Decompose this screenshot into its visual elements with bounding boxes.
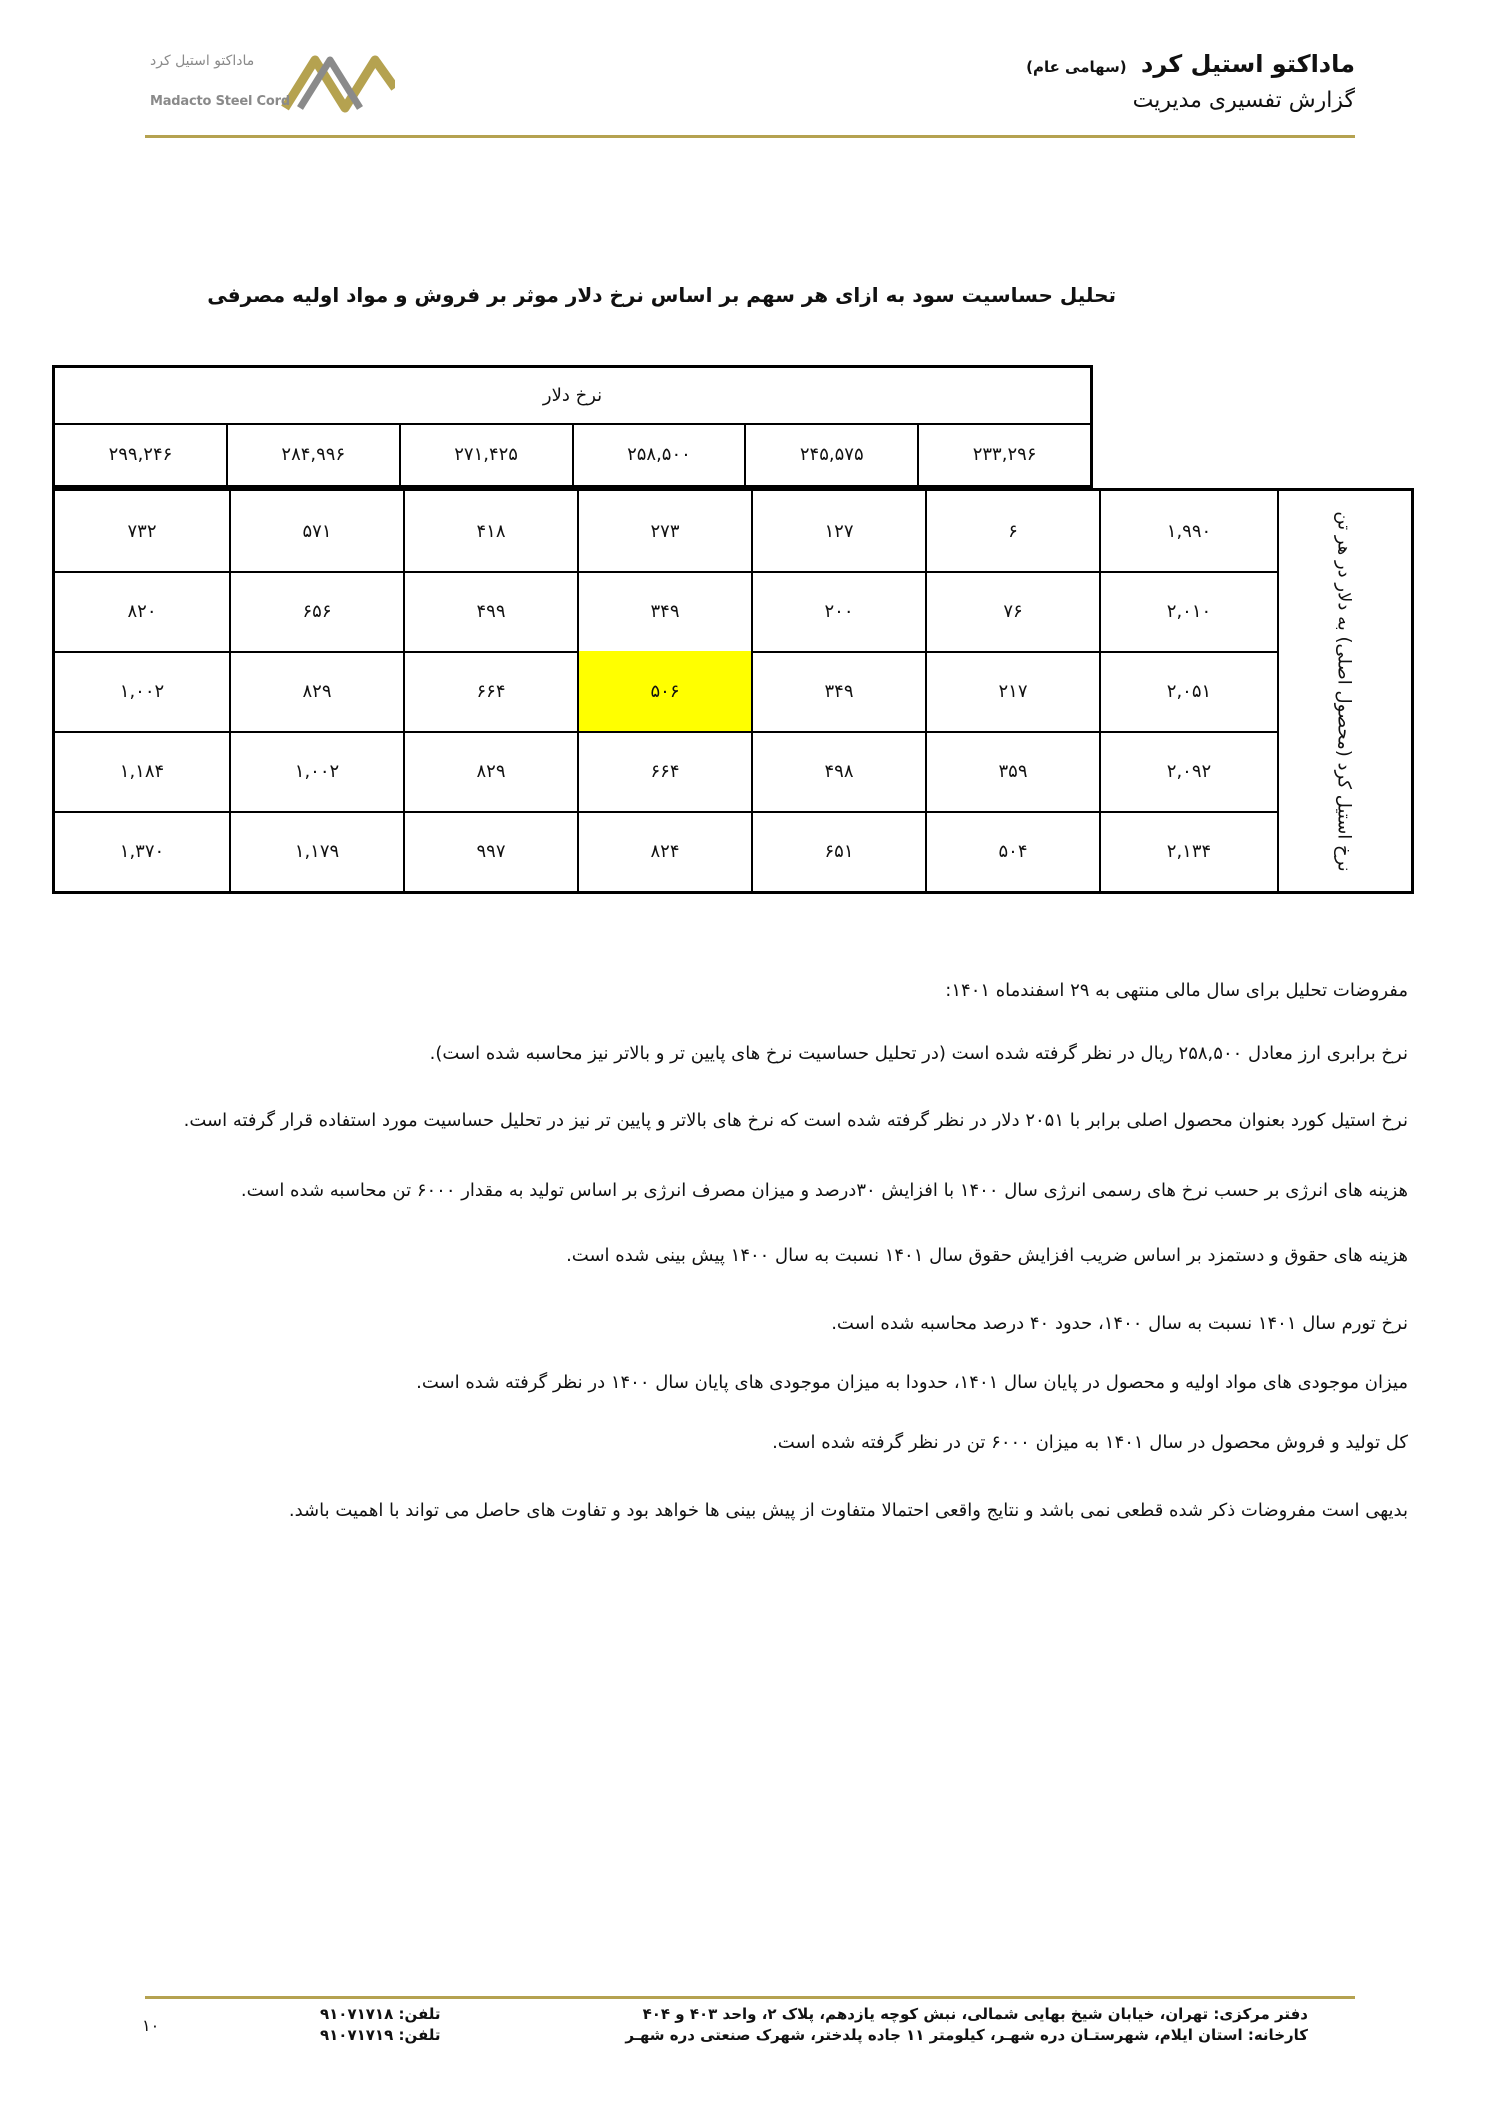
company-name-text: ماداکتو استیل کرد — [1141, 50, 1355, 78]
assumption-item: نرخ استیل کورد بعنوان محصول اصلی برابر با ۲۰۵۱ دلار در نظر گرفته شده است که نرخ های بالاتر و پایین تر نیز در تحلیل حساسیت مورد استفاده قرار گرفته است. — [183, 1110, 1408, 1131]
office-address: دفتر مرکزی: تهران، خیابان شیخ بهایی شمالی، نبش کوچه یازدهم، پلاک ۲، واحد ۴۰۳ و ۴۰۴ — [642, 2005, 1308, 2023]
steel-rate-cell: ۲,۰۵۱ — [1099, 651, 1277, 731]
steel-rate-label — [1277, 491, 1411, 891]
eps-cell: ۷۶ — [925, 571, 1099, 651]
eps-cell: ۱,۱۸۴ — [119, 760, 165, 782]
eps-cell: ۳۴۹ — [751, 651, 925, 731]
eps-cell: ۵۰۴ — [925, 811, 1099, 891]
assumption-item: هزینه های انرژی بر حسب نرخ های رسمی انرژی سال ۱۴۰۰ با افزایش ۳۰درصد و میزان مصرف انرژی بر اساس تولید به مقدار ۶۰۰۰ تن محاسبه شده است. — [240, 1180, 1408, 1201]
dollar-rate-label: نرخ دلار — [55, 368, 1090, 425]
dollar-rate-cell: ۲۸۴,۹۹۶ — [226, 423, 399, 485]
header-divider — [145, 135, 1355, 138]
eps-cell: ۲۱۷ — [925, 651, 1099, 731]
eps-cell: ۲۰۰ — [751, 571, 925, 651]
logo-text-fa: ماداکتو استیل کرد — [150, 53, 255, 69]
eps-cell: ۸۲۴ — [577, 811, 751, 891]
footer-divider — [145, 1996, 1355, 1999]
eps-cell: ۴۹۹ — [403, 571, 577, 651]
table-row — [55, 651, 1277, 733]
table-row — [55, 491, 1277, 573]
steel-rate-cell: ۲,۰۱۰ — [1099, 571, 1277, 651]
eps-cell: ۴۹۸ — [751, 731, 925, 811]
eps-cell: ۶۵۱ — [751, 811, 925, 891]
eps-cell: ۱,۰۰۲ — [229, 731, 403, 811]
eps-cell: ۶۶۴ — [577, 731, 751, 811]
steel-rate-cell: ۲,۰۹۲ — [1099, 731, 1277, 811]
eps-cell-base-case: ۵۰۶ — [577, 651, 751, 731]
dollar-rate-cell: ۲۴۵,۵۷۵ — [744, 423, 917, 485]
assumption-item: بدیهی است مفروضات ذکر شده قطعی نمی باشد و نتایج واقعی احتمالا متفاوت از پیش بینی ها خواهد بود و تفاوت های حاصل می تواند با اهمیت باشد. — [288, 1500, 1408, 1521]
steel-rate-cell: ۱,۹۹۰ — [1099, 491, 1277, 571]
steel-rate-label-text: نرخ استیل کرد (محصول اصلی) به دلار در هر تن — [1333, 510, 1355, 872]
eps-cell: ۱,۱۷۹ — [229, 811, 403, 891]
dollar-rate-header — [52, 365, 1093, 488]
steel-rate-cell: ۲,۱۳۴ — [1099, 811, 1277, 891]
dollar-rate-cell: ۲۵۸,۵۰۰ — [572, 423, 745, 485]
table-row — [55, 731, 1277, 813]
table-row — [55, 811, 1277, 891]
page-number: ۱۰ — [142, 2016, 160, 2035]
company-name — [1026, 50, 1355, 78]
assumption-item: نرخ تورم سال ۱۴۰۱ نسبت به سال ۱۴۰۰، حدود ۴۰ درصد محاسبه شده است. — [831, 1313, 1408, 1334]
eps-cell: ۲۷۳ — [577, 491, 751, 571]
eps-cell: ۳۵۹ — [925, 731, 1099, 811]
dollar-rate-cell: ۲۹۹,۲۴۶ — [108, 443, 173, 465]
assumption-item: نرخ برابری ارز معادل ۲۵۸,۵۰۰ ریال در نظر گرفته شده است (در تحلیل حساسیت نرخ های پایین تر و بالاتر نیز محاسبه شده است). — [429, 1043, 1408, 1064]
office-phone: تلفن: ۹۱۰۷۱۷۱۸ — [320, 2005, 441, 2023]
dollar-rate-cell: ۲۷۱,۴۲۵ — [399, 423, 572, 485]
eps-cell: ۷۳۲ — [127, 520, 157, 542]
eps-cell: ۱۲۷ — [751, 491, 925, 571]
sensitivity-table — [52, 488, 1414, 894]
dollar-rate-row — [55, 423, 1090, 485]
assumptions-heading: مفروضات تحلیل برای سال مالی منتهی به ۲۹ اسفندماه ۱۴۰۱: — [945, 980, 1408, 1001]
document-title: تحلیل حساسیت سود به ازای هر سهم بر اساس نرخ دلار موثر بر فروش و مواد اولیه مصرفی — [207, 283, 1116, 307]
report-title: گزارش تفسیری مدیریت — [1132, 88, 1355, 113]
eps-cell: ۱,۰۰۲ — [119, 680, 165, 702]
eps-cell: ۳۴۹ — [577, 571, 751, 651]
eps-cell: ۶۶۴ — [403, 651, 577, 731]
dollar-rate-cell: ۲۳۳,۲۹۶ — [917, 423, 1090, 485]
table-row — [55, 571, 1277, 653]
eps-cell: ۶ — [925, 491, 1099, 571]
assumption-item: میزان موجودی های مواد اولیه و محصول در پایان سال ۱۴۰۱، حدودا به میزان موجودی های پایان سال ۱۴۰۰ در نظر گرفته شده است. — [416, 1372, 1408, 1393]
logo-text-en: Madacto Steel Cord — [150, 94, 290, 109]
eps-cell: ۶۵۶ — [229, 571, 403, 651]
eps-cell: ۱,۳۷۰ — [119, 840, 165, 862]
eps-cell: ۴۱۸ — [403, 491, 577, 571]
eps-cell: ۸۲۹ — [229, 651, 403, 731]
eps-cell: ۵۷۱ — [229, 491, 403, 571]
eps-cell: ۸۲۹ — [403, 731, 577, 811]
factory-address: کارخانه: استان ایلام، شهرستـان دره شهـر، کیلومتر ۱۱ جاده پلدختر، شهرک صنعتی دره شهـر — [625, 2026, 1308, 2044]
eps-cell: ۸۲۰ — [127, 600, 157, 622]
assumption-item: کل تولید و فروش محصول در سال ۱۴۰۱ به میزان ۶۰۰۰ تن در نظر گرفته شده است. — [772, 1432, 1408, 1453]
eps-cell: ۹۹۷ — [403, 811, 577, 891]
factory-phone: تلفن: ۹۱۰۷۱۷۱۹ — [320, 2026, 441, 2044]
company-type: (سهامی عام) — [1026, 58, 1127, 76]
assumption-item: هزینه های حقوق و دستمزد بر اساس ضریب افزایش حقوق سال ۱۴۰۱ نسبت به سال ۱۴۰۰ پیش بینی شده است. — [566, 1245, 1408, 1266]
